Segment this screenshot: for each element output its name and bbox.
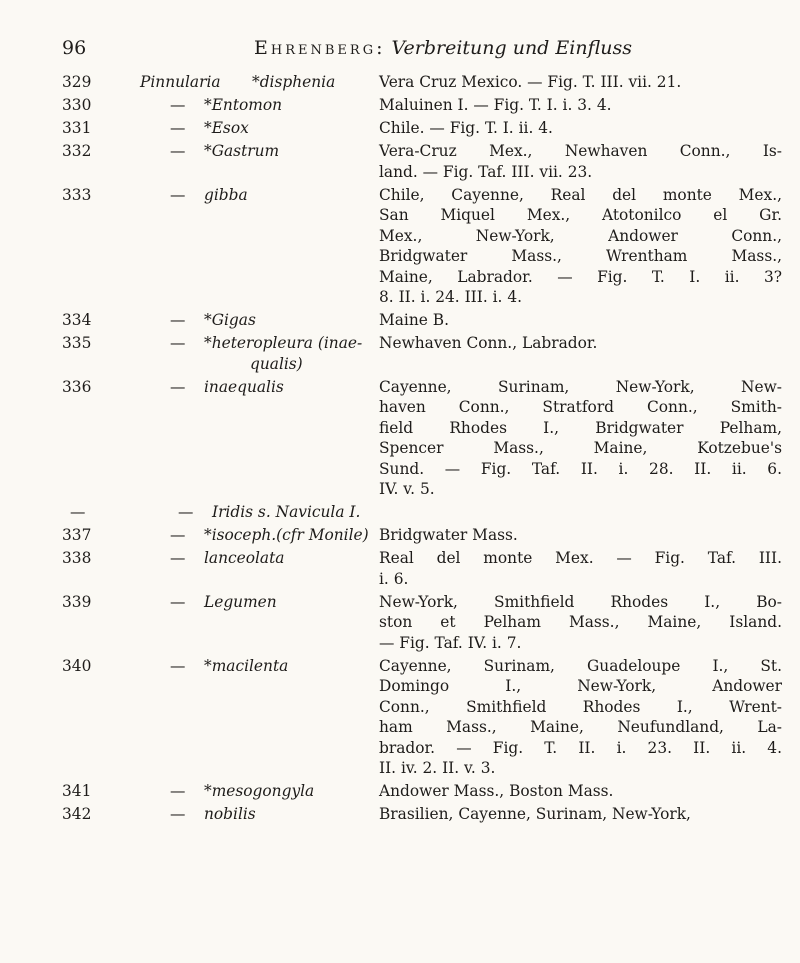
entry-localities bbox=[379, 141, 782, 182]
entry-species: lanceolata bbox=[204, 549, 285, 567]
entry-number: 338 bbox=[62, 549, 92, 567]
locality-line: Domingo I., New-York, Andower bbox=[379, 677, 782, 695]
locality-line: New-York, Smithfield Rhodes I., Bo- bbox=[379, 592, 782, 611]
entry-number: 333 bbox=[62, 185, 92, 204]
entry-species: *disphenia bbox=[252, 73, 336, 91]
entry-species: *Esox bbox=[204, 119, 249, 137]
locality-line: Chile. — Fig. T. I. ii. 4. bbox=[379, 119, 553, 137]
entry-genus: — bbox=[170, 526, 186, 544]
list-item bbox=[62, 656, 782, 779]
entry-species: *heteropleura (inae- bbox=[204, 334, 363, 352]
entry-species: *Gastrum bbox=[204, 142, 280, 160]
locality-line: Vera Cruz Mexico. — Fig. T. III. vii. 21. bbox=[379, 73, 682, 91]
locality-line: Brasilien, Cayenne, Surinam, New-York, bbox=[379, 805, 691, 823]
book-title: Verbreitung und Einfluss bbox=[391, 37, 632, 59]
list-item bbox=[62, 781, 782, 802]
list-item bbox=[62, 525, 782, 546]
list-item bbox=[62, 118, 782, 139]
entry-localities bbox=[379, 310, 782, 331]
entry-species: gibba bbox=[204, 185, 248, 204]
entry-species: *Entomon bbox=[204, 96, 283, 114]
entry-genus: — bbox=[178, 503, 194, 521]
entry-number: 341 bbox=[62, 782, 92, 800]
entry-genus: — bbox=[170, 142, 186, 160]
entry-genus: — bbox=[170, 656, 186, 675]
locality-line: Cayenne, Surinam, New-York, New- bbox=[379, 377, 782, 396]
entry-genus: — bbox=[170, 592, 186, 611]
entry-genus: — bbox=[170, 311, 186, 329]
entry-species: Legumen bbox=[204, 592, 277, 611]
list-item bbox=[62, 72, 782, 93]
locality-line: haven Conn., Stratford Conn., Smith- bbox=[379, 398, 782, 416]
entry-genus: Pinnularia bbox=[140, 73, 221, 91]
entry-localities bbox=[379, 95, 782, 116]
entry-genus: — bbox=[170, 334, 186, 352]
locality-line: ham Mass., Maine, Neufundland, La- bbox=[379, 718, 782, 736]
running-title bbox=[254, 34, 632, 62]
list-item bbox=[62, 502, 782, 523]
locality-line: Mex., New-York, Andower Conn., bbox=[379, 226, 782, 245]
list-item bbox=[62, 548, 782, 589]
list-item bbox=[62, 310, 782, 331]
locality-line: Maine B. bbox=[379, 311, 449, 329]
locality-line: 8. II. i. 24. III. i. 4. bbox=[379, 288, 523, 306]
locality-line: Conn., Smithfield Rhodes I., Wrent- bbox=[379, 697, 782, 716]
entry-number: 335 bbox=[62, 334, 92, 352]
locality-line: Vera-Cruz Mex., Newhaven Conn., Is- bbox=[379, 142, 782, 160]
locality-line: Spencer Mass., Maine, Kotzebue's bbox=[379, 439, 782, 457]
locality-line: IV. v. 5. bbox=[379, 480, 435, 498]
running-header bbox=[62, 34, 762, 62]
locality-line: San Miquel Mex., Atotonilco el Gr. bbox=[379, 206, 782, 224]
entry-localities bbox=[379, 656, 782, 779]
locality-line: Sund. — Fig. Taf. II. i. 28. II. ii. 6. bbox=[379, 459, 782, 478]
entry-number: — bbox=[70, 503, 86, 521]
entry-species: nobilis bbox=[204, 805, 256, 823]
locality-line: field Rhodes I., Bridgwater Pelham, bbox=[379, 418, 782, 437]
entry-genus: — bbox=[170, 185, 186, 204]
locality-line: Andower Mass., Boston Mass. bbox=[379, 782, 614, 800]
entry-species: *macilenta bbox=[204, 656, 289, 675]
list-item bbox=[62, 377, 782, 500]
locality-line: ston et Pelham Mass., Maine, Island. bbox=[379, 613, 782, 631]
locality-line: Maine, Labrador. — Fig. T. I. ii. 3? bbox=[379, 267, 782, 286]
entry-localities bbox=[379, 592, 782, 654]
entry-species: Iridis s. Navicula I. bbox=[212, 503, 361, 521]
list-item bbox=[62, 141, 782, 182]
list-item bbox=[62, 185, 782, 308]
entry-genus: — bbox=[170, 805, 186, 823]
entry-species: *isoceph.(cfr Monile) bbox=[204, 526, 369, 544]
locality-line: — Fig. Taf. IV. i. 7. bbox=[379, 633, 522, 652]
list-item bbox=[62, 804, 782, 825]
locality-line: Maluinen I. — Fig. T. I. i. 3. 4. bbox=[379, 96, 612, 114]
entry-number: 329 bbox=[62, 73, 92, 91]
locality-line: Real del monte Mex. — Fig. Taf. III. bbox=[379, 549, 782, 567]
entry-localities bbox=[379, 781, 782, 802]
locality-line: II. iv. 2. II. v. 3. bbox=[379, 759, 496, 777]
locality-line: Chile, Cayenne, Real del monte Mex., bbox=[379, 185, 782, 204]
species-list bbox=[62, 72, 782, 827]
entry-number: 330 bbox=[62, 96, 92, 114]
entry-species: *mesogongyla bbox=[204, 782, 315, 800]
locality-line: Newhaven Conn., Labrador. bbox=[379, 334, 598, 352]
entry-genus: — bbox=[170, 549, 186, 567]
entry-genus: — bbox=[170, 377, 186, 396]
author-name: Ehrenberg: bbox=[254, 37, 386, 59]
species-continuation: qualis) bbox=[250, 354, 303, 373]
entry-number: 336 bbox=[62, 377, 92, 396]
entry-species: *Gigas bbox=[204, 311, 256, 329]
entry-number: 334 bbox=[62, 311, 92, 329]
entry-number: 339 bbox=[62, 592, 92, 611]
locality-line: Cayenne, Surinam, Guadeloupe I., St. bbox=[379, 656, 782, 675]
entry-localities bbox=[379, 185, 782, 308]
entry-genus: — bbox=[170, 119, 186, 137]
locality-line: i. 6. bbox=[379, 569, 409, 588]
entry-localities bbox=[379, 118, 782, 139]
entry-localities bbox=[379, 333, 782, 354]
list-item bbox=[62, 592, 782, 654]
list-item bbox=[62, 333, 782, 354]
entry-species: inaequalis bbox=[204, 377, 284, 396]
list-item bbox=[62, 95, 782, 116]
locality-line: Bridgwater Mass. bbox=[379, 526, 518, 544]
entry-number: 342 bbox=[62, 805, 92, 823]
locality-line: Bridgwater Mass., Wrentham Mass., bbox=[379, 247, 782, 265]
entry-number: 340 bbox=[62, 656, 92, 675]
entry-localities bbox=[379, 804, 782, 825]
entry-localities bbox=[379, 525, 782, 546]
entry-genus: — bbox=[170, 96, 186, 114]
entry-number: 331 bbox=[62, 119, 92, 137]
locality-line: land. — Fig. Taf. III. vii. 23. bbox=[379, 162, 593, 181]
entry-genus: — bbox=[170, 782, 186, 800]
entry-number: 332 bbox=[62, 142, 92, 160]
entry-localities bbox=[379, 377, 782, 500]
entry-number: 337 bbox=[62, 526, 92, 544]
entry-localities bbox=[379, 72, 782, 93]
entry-localities bbox=[379, 548, 782, 589]
locality-line: brador. — Fig. T. II. i. 23. II. ii. 4. bbox=[379, 738, 782, 757]
page-number: 96 bbox=[62, 37, 87, 59]
